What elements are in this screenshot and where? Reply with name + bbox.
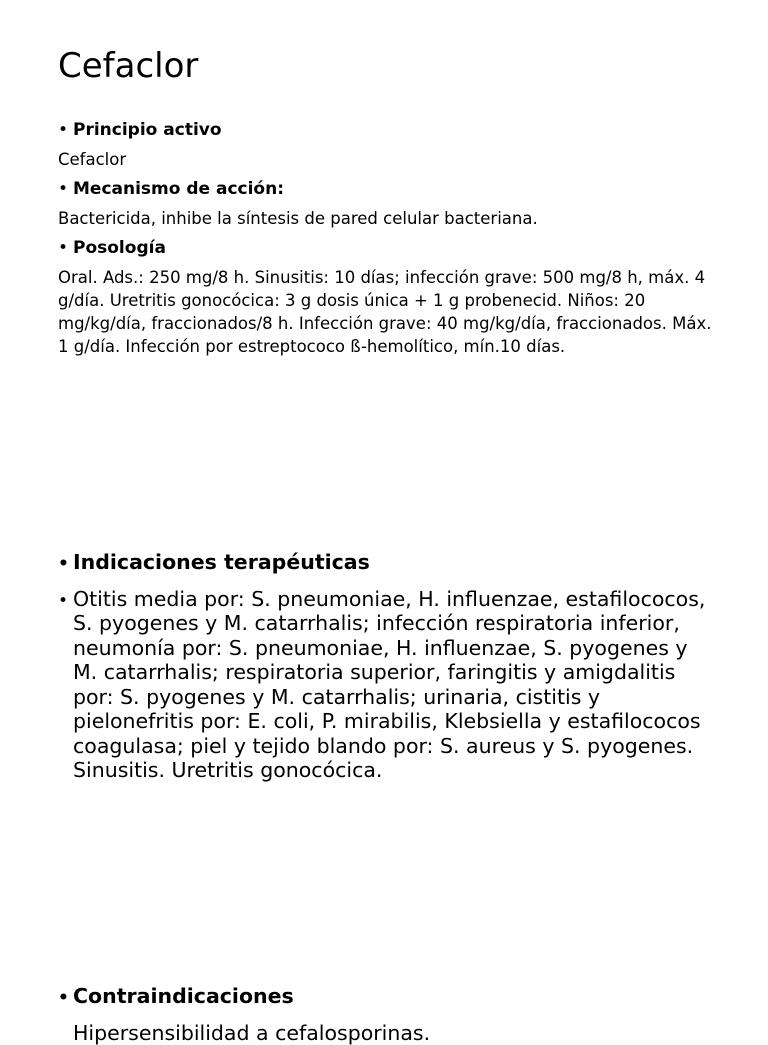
indicaciones-heading bbox=[58, 550, 708, 577]
contraindicaciones-heading bbox=[58, 984, 708, 1011]
bullet-icon: • bbox=[58, 986, 73, 1011]
mecanismo-heading bbox=[58, 177, 718, 201]
posologia-text: Oral. Ads.: 250 mg/8 h. Sinusitis: 10 días; infección grave: 500 mg/8 h, máx. 4 g/día. Uretritis gonocócica: 3 g dosis única + 1 g probenecid. Niños: 20 mg/kg/día, fraccionados/8 h. Infección grave: 40 mg/kg/día, fraccionados. Máx. 1 g/día. Infección por estreptococo ß-hemolítico, mín.10 días. bbox=[58, 266, 718, 358]
principio-heading bbox=[58, 118, 718, 142]
bullet-icon: • bbox=[58, 177, 73, 201]
bullet-icon: • bbox=[58, 589, 73, 614]
contraindicaciones-text: Hipersensibilidad a cefalosporinas. bbox=[58, 1021, 708, 1045]
bullet-icon: • bbox=[58, 552, 73, 577]
page-title: Cefaclor bbox=[58, 44, 198, 88]
posologia-heading bbox=[58, 236, 718, 260]
bullet-icon: • bbox=[58, 118, 73, 142]
contraindicaciones-section bbox=[58, 984, 708, 1045]
indicaciones-item bbox=[58, 587, 708, 783]
indicaciones-section bbox=[58, 550, 708, 793]
mecanismo-label: Mecanismo de acción: bbox=[73, 177, 284, 201]
posologia-label: Posología bbox=[73, 236, 166, 260]
principio-text: Cefaclor bbox=[58, 148, 718, 171]
indicaciones-label: Indicaciones terapéuticas bbox=[73, 550, 370, 575]
contraindicaciones-label: Contraindicaciones bbox=[73, 984, 294, 1009]
drug-info-section bbox=[58, 118, 718, 358]
indicaciones-text: Otitis media por: S. pneumoniae, H. influenzae, estafilococos, S. pyogenes y M. catarrhalis; infección respiratoria inferior, neumonía por: S. pneumoniae, H. influenzae, S. pyogenes y M. catarrhalis; respiratoria superior, faringitis y amigdalitis por: S. pyogenes y M. catarrhalis; urinaria, cistitis y pielonefritis por: E. coli, P. mirabilis, Klebsiella y estafilococos coagulasa; piel y tejido blando por: S. aureus y S. pyogenes. Sinusitis. Uretritis gonocócica. bbox=[73, 587, 708, 783]
principio-label: Principio activo bbox=[73, 118, 222, 142]
bullet-icon: • bbox=[58, 236, 73, 260]
mecanismo-text: Bactericida, inhibe la síntesis de pared celular bacteriana. bbox=[58, 207, 718, 230]
